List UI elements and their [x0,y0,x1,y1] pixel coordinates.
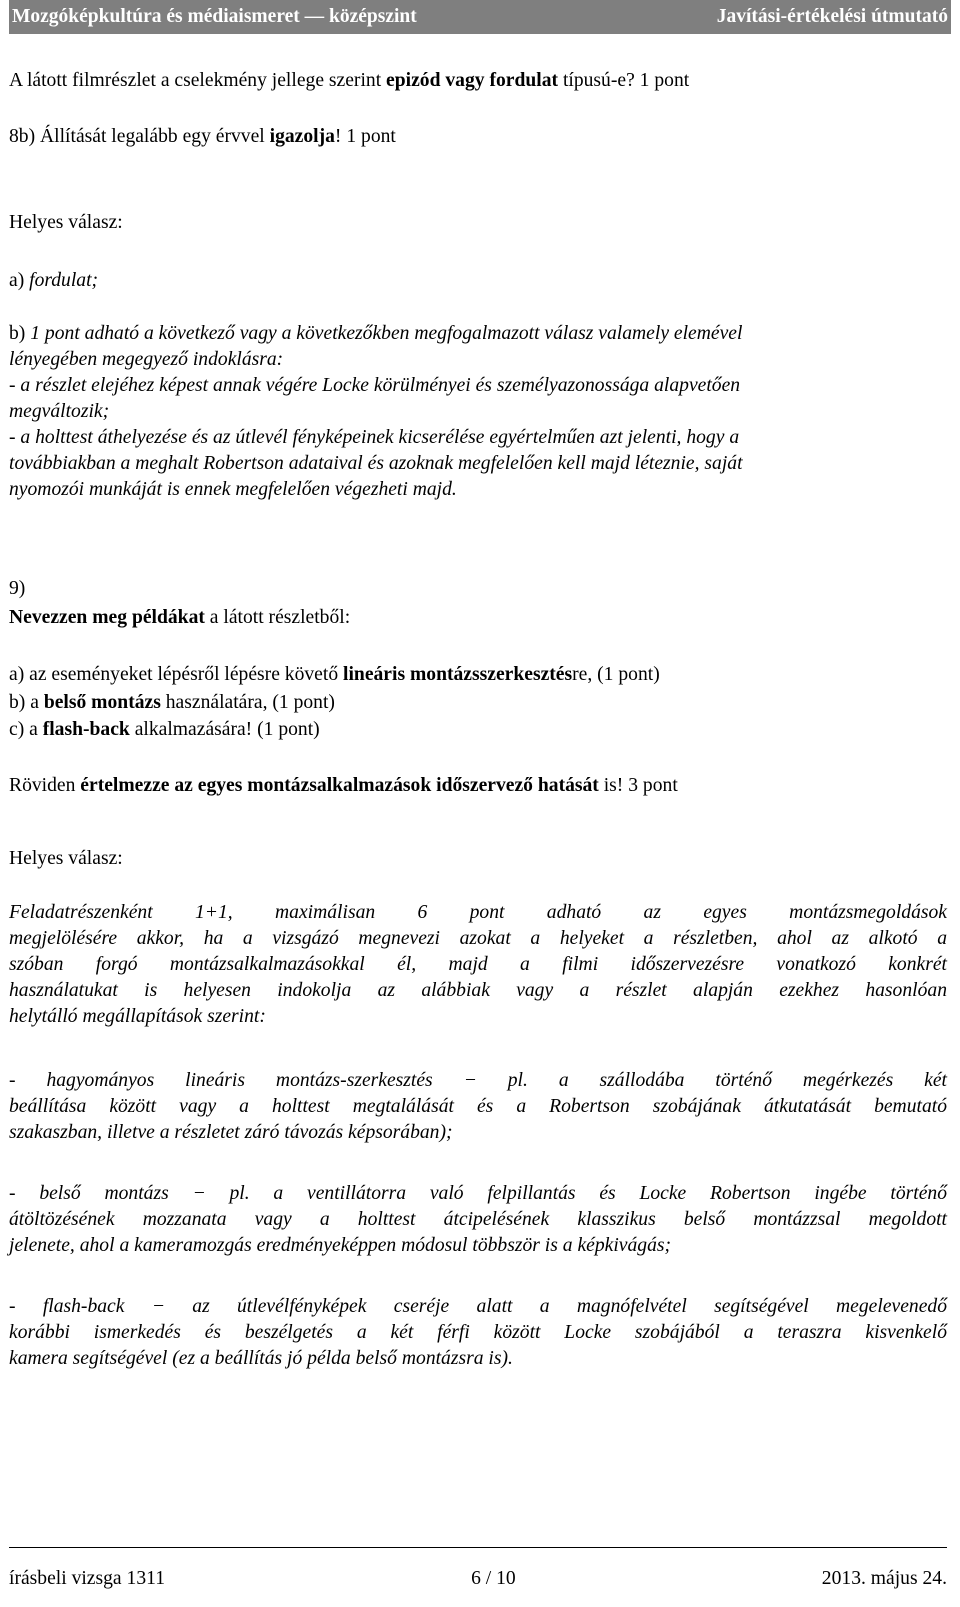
header-doc-type: Javítási-értékelési útmutató [716,6,948,27]
footer-rule [9,1547,947,1548]
q8-answer-a: a) fordulat; [9,270,99,291]
q9-item-a: a) az eseményeket lépésről lépésre követő lineáris montázsszerkesztésre, (1 pont) [9,664,660,685]
q9-answer-para-1: Feladatrészenként 1+1, maximálisan 6 pont adható az egyes montázsmegoldások megjelölésére akkor, ha a vizsgázó megnevezi azokat a helyeket a részletben, ahol az alkotó a szóban forgó montázsalkalmazásokkal él, majd a filmi időszervezésre vonatkozó konkrét használatukat is helyesen indokolja az alábbiak vagy a részlet alapján ezekhez hasonlóan helytálló megállapítások szerint: [9,902,947,1027]
footer-date: 2013. május 24. [821,1568,947,1589]
q9-intro: Nevezzen meg példákat a látott részletből: [9,607,351,628]
page-footer [9,1568,947,1590]
q9-answer-para-3: - belső montázs − pl. a ventillátorra való felpillantás és Locke Robertson ingébe történő átöltözésének mozzanata vagy a holttest átcipelésének klasszikus belső montázzsal megoldott jelenete, ahol a kameramozgás eredményeképpen módosul többször is a képkivágás; [9,1183,947,1256]
q8b-question: 8b) Állítását legalább egy érvvel igazolja! 1 pont [9,126,396,147]
header-subject: Mozgóképkultúra és médiaismeret — középszint [12,6,417,27]
q9-answer-para-2: - hagyományos lineáris montázs-szerkesztés − pl. a szállodába történő megérkezés két beállítása között vagy a holttest megtalálását és a Robertson szobájának átkutatását bemutató szakaszban, illetve a részletet záró távozás képsorában); [9,1070,947,1143]
q9-answer-para-4: - flash-back − az útlevélfényképek cseréje alatt a magnófelvétel segítségével megelevenedő korábbi ismerkedés és beszélgetés a két férfi között Locke szobájából a teraszra kisvenkelő kamera segítségével (ez a beállítás jó példa belső montázsra is). [9,1296,947,1369]
footer-page-number: 6 / 10 [471,1568,516,1589]
q9-answer-label: Helyes válasz: [9,848,123,869]
q9-item-b: b) a belső montázs használatára, (1 pont) [9,692,335,713]
page-header [9,0,951,34]
q9-number: 9) [9,578,26,599]
footer-exam-code: írásbeli vizsga 1311 [9,1568,165,1589]
q9-task: Röviden értelmezze az egyes montázsalkalmazások időszervező hatását is! 3 pont [9,775,678,796]
q9-item-c: c) a flash-back alkalmazására! (1 pont) [9,719,320,740]
q8-answer-label: Helyes válasz: [9,212,123,233]
q8-answer-b: b) 1 pont adható a következő vagy a következőkben megfogalmazott válasz valamely elemével lényegében megegyező indoklásra: - a részlet elejéhez képest annak végére Locke körülményei és személyazonossága alapvetően megváltozik; - a holttest áthelyezése és az útlevél fényképeinek kicserélése egyértelműen azt jelenti, hogy a továbbiakban a meghalt Robertson adataival és azoknak megfelelően kell majd léteznie, saját nyomozói munkáját is ennek megfelelően végezheti majd. [9,323,743,500]
q8a-question: A látott filmrészlet a cselekmény jellege szerint epizód vagy fordulat típusú-e? 1 pont [9,70,690,91]
